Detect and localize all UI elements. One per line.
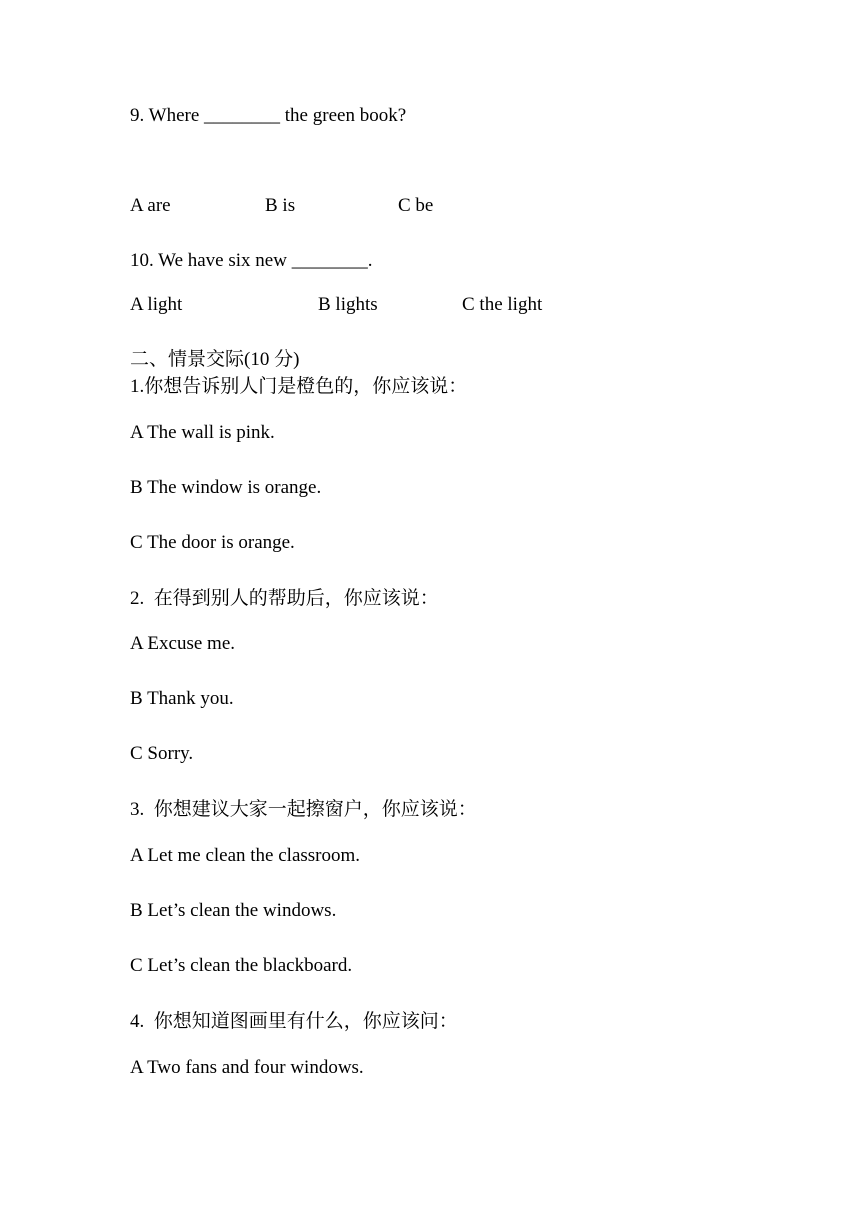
q10-option-a: A light	[130, 294, 183, 315]
question-10: 10. We have six new ________.	[130, 250, 373, 271]
situation-3-prompt: 3. 你想建议大家一起擦窗户，你应该说：	[130, 799, 477, 820]
situation-1-option-c: C The door is orange.	[130, 532, 295, 553]
q9-option-b: B is	[265, 195, 296, 216]
situation-3-option-a: A Let me clean the classroom.	[130, 845, 361, 866]
situation-1-option-b: B The window is orange.	[130, 477, 322, 498]
situation-4-option-a: A Two fans and four windows.	[130, 1057, 364, 1078]
q9-option-a: A are	[130, 195, 171, 216]
situation-2-option-b: B Thank you.	[130, 688, 234, 709]
q10-option-b: B lights	[318, 294, 378, 315]
question-9: 9. Where ________ the green book?	[130, 105, 407, 126]
section-heading: 二、情景交际(10 分)	[130, 349, 300, 370]
q10-option-c: C the light	[462, 294, 543, 315]
situation-1-option-a: A The wall is pink.	[130, 422, 275, 443]
situation-1-prompt: 1.你想告诉别人门是橙色的，你应该说：	[130, 376, 468, 397]
situation-2-prompt: 2. 在得到别人的帮助后，你应该说：	[130, 588, 439, 609]
q9-option-c: C be	[398, 195, 434, 216]
situation-3-option-b: B Let’s clean the windows.	[130, 900, 337, 921]
situation-2-option-c: C Sorry.	[130, 743, 194, 764]
situation-3-option-c: C Let’s clean the blackboard.	[130, 955, 353, 976]
situation-4-prompt: 4. 你想知道图画里有什么，你应该问：	[130, 1011, 458, 1032]
situation-2-option-a: A Excuse me.	[130, 633, 236, 654]
